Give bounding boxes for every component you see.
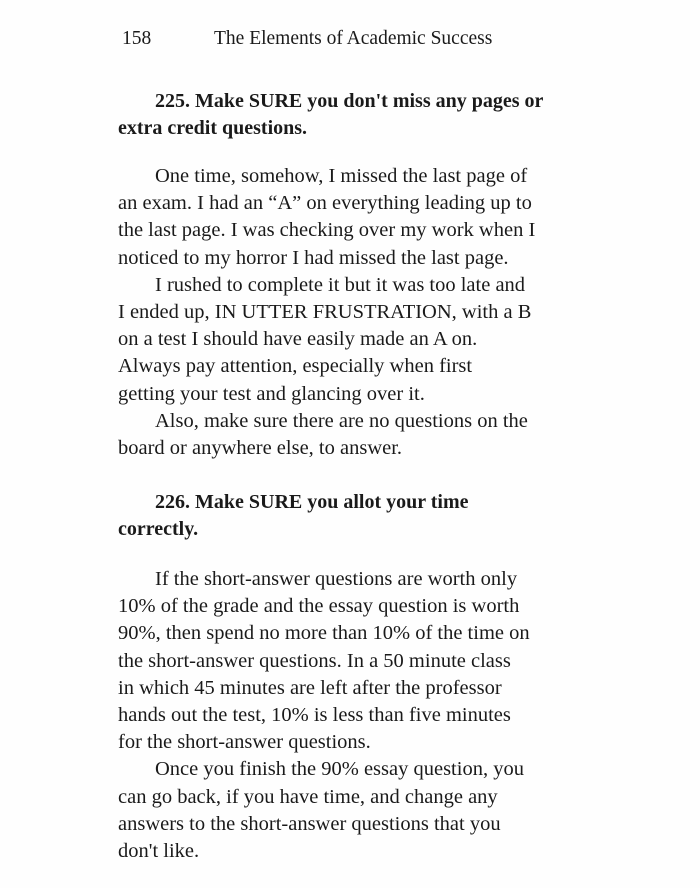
text-line: I ended up, IN UTTER FRUSTRATION, with a B bbox=[118, 301, 532, 324]
text-line: 10% of the grade and the essay question is worth bbox=[118, 595, 520, 618]
text-line: board or anywhere else, to answer. bbox=[118, 437, 403, 460]
paragraph bbox=[118, 566, 590, 756]
heading-line: correctly. bbox=[118, 518, 199, 541]
running-head bbox=[122, 26, 492, 52]
text-line: I rushed to complete it but it was too late and bbox=[155, 273, 526, 296]
text-line: in which 45 minutes are left after the professor bbox=[118, 676, 502, 699]
book-title: The Elements of Academic Success bbox=[214, 28, 493, 49]
text-line: on a test I should have easily made an A on. bbox=[118, 328, 478, 351]
text-line: an exam. I had an “A” on everything leading up to bbox=[118, 192, 532, 215]
text-line: answers to the short-answer questions that you bbox=[118, 812, 501, 835]
text-line: Also, make sure there are no questions on the bbox=[155, 409, 528, 432]
text-line: getting your test and glancing over it. bbox=[118, 382, 425, 405]
paragraph bbox=[118, 408, 590, 462]
text-line: noticed to my horror I had missed the last page. bbox=[118, 246, 509, 269]
heading-line: 225. Make SURE you don't miss any pages or bbox=[155, 90, 544, 112]
text-line: don't like. bbox=[118, 840, 200, 863]
paragraph bbox=[118, 756, 590, 865]
heading-line: extra credit questions. bbox=[118, 117, 308, 140]
text-line: can go back, if you have time, and change any bbox=[118, 785, 498, 808]
section-body-226 bbox=[118, 566, 590, 865]
text-line: Always pay attention, especially when first bbox=[118, 355, 473, 378]
paragraph bbox=[118, 272, 590, 408]
section-body-225 bbox=[118, 163, 590, 462]
text-line: the short-answer questions. In a 50 minute class bbox=[118, 649, 511, 672]
text-line: 90%, then spend no more than 10% of the time on bbox=[118, 622, 530, 645]
text-line: hands out the test, 10% is less than five minutes bbox=[118, 704, 511, 727]
page-number: 158 bbox=[122, 28, 152, 49]
text-line: the last page. I was checking over my work when I bbox=[118, 219, 536, 242]
section-heading-226 bbox=[118, 489, 590, 543]
text-line: for the short-answer questions. bbox=[118, 731, 371, 754]
paragraph bbox=[118, 163, 590, 272]
text-line: If the short-answer questions are worth only bbox=[155, 568, 518, 590]
text-line: Once you finish the 90% essay question, you bbox=[155, 758, 524, 781]
section-heading-225 bbox=[118, 88, 590, 142]
heading-line: 226. Make SURE you allot your time bbox=[155, 491, 469, 513]
text-line: One time, somehow, I missed the last page of bbox=[155, 165, 528, 187]
